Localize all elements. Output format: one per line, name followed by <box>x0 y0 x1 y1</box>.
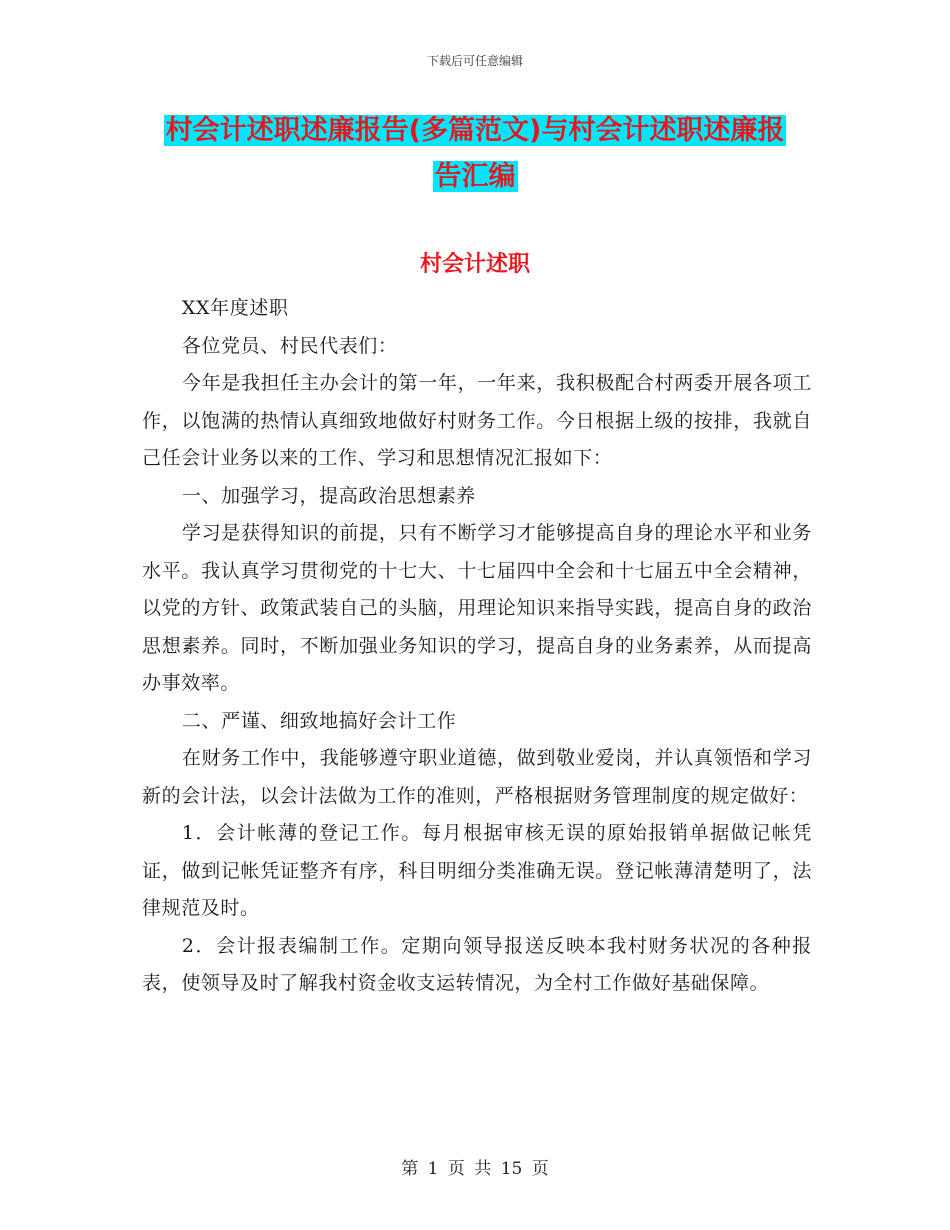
paragraph: XX年度述职 <box>181 297 289 319</box>
paragraph: 二、严谨、细致地搞好会计工作 <box>181 709 457 732</box>
paragraph: 一、加强学习，提高政治思想素养 <box>181 484 476 507</box>
document-title <box>140 108 810 200</box>
paragraph: 在财务工作中，我能够遵守职业道德，做到敬业爱岗，并认真领悟和学习新的会计法，以会计法做为工作的准则，严格根据财务管理制度的规定做好： <box>142 747 812 807</box>
paragraph: 今年是我担任主办会计的第一年，一年来，我积极配合村两委开展各项工作，以饱满的热情认真细致地做好村财务工作。今日根据上级的按排，我就自己任会计业务以来的工作、学习和思想情况汇报如下： <box>142 372 812 469</box>
paragraph: 各位党员、村民代表们： <box>181 334 398 357</box>
section-title: 村会计述职 <box>419 252 530 277</box>
paragraph: 1．会计帐薄的登记工作。每月根据审核无误的原始报销单据做记帐凭证，做到记帐凭证整齐有序，科目明细分类准确无误。登记帐薄清楚明了，法律规范及时。 <box>142 822 812 919</box>
page-number-footer: 第 1 页 共 15 页 <box>401 1159 549 1179</box>
document-title-line-1: 村会计述职述廉报告(多篇范文)与村会计述职述廉报 <box>165 115 785 146</box>
header-note: 下载后可任意编辑 <box>426 54 523 68</box>
document-title-line-2: 告汇编 <box>434 161 516 192</box>
paragraph: 学习是获得知识的前提，只有不断学习才能够提高自身的理论水平和业务水平。我认真学习贯彻党的十七大、十七届四中全会和十七届五中全会精神，以党的方针、政策武装自己的头脑，用理论知识来指导实践，提高自身的政治思想素养。同时，不断加强业务知识的学习，提高自身的业务素养，从而提高办事效率。 <box>142 522 812 694</box>
paragraph: 2．会计报表编制工作。定期向领导报送反映本我村财务状况的各种报表，使领导及时了解我村资金收支运转情况，为全村工作做好基础保障。 <box>142 934 812 994</box>
document-body <box>142 290 812 1003</box>
